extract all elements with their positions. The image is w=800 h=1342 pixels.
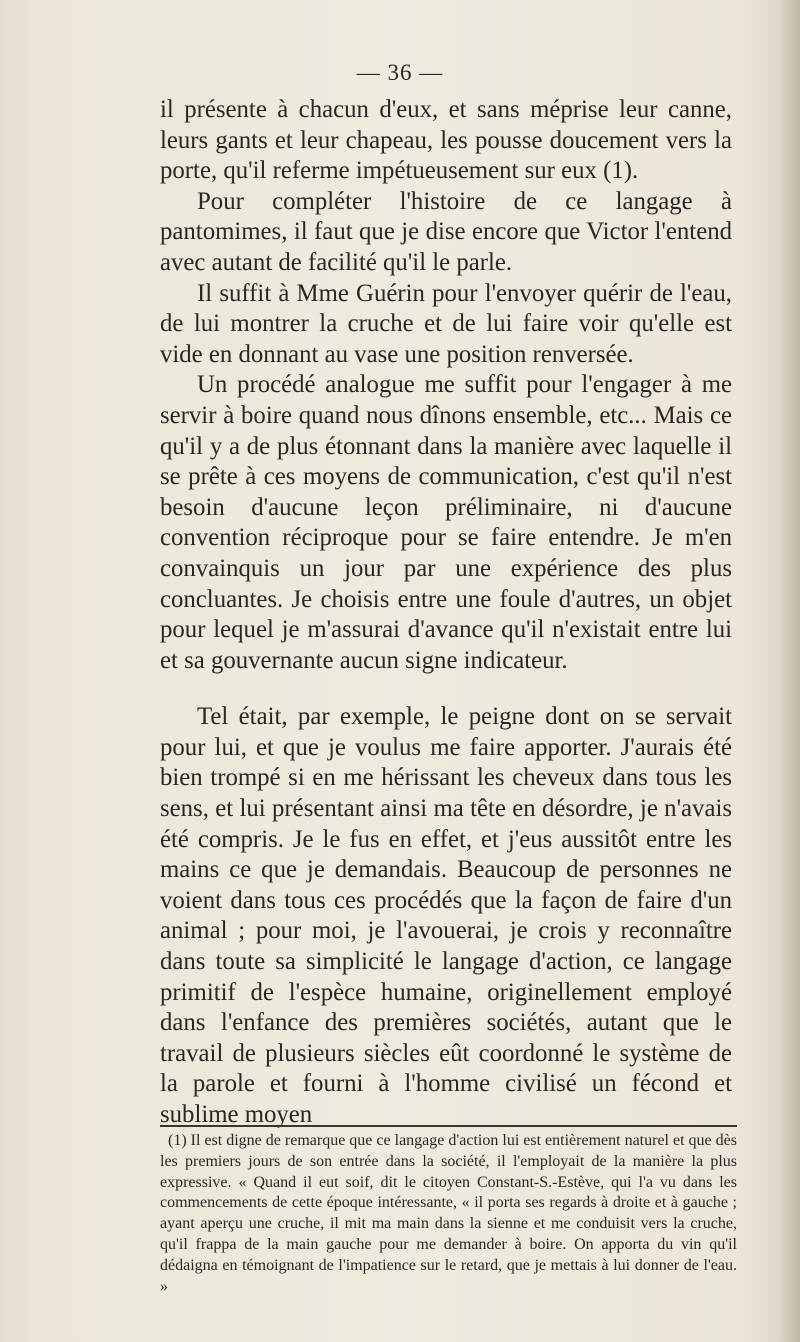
footnote-divider: [160, 1125, 737, 1127]
page-number: — 36 —: [356, 60, 444, 85]
page-edge-shadow: [778, 0, 800, 1342]
paragraph-5: Tel était, par exemple, le peigne dont on se servait pour lui, et que je voulus me faire apporter. J'aurais été bien trompé si en me hérissant les cheveux dans tous les sens, et lui présentant ainsi ma tête en désordre, je n'avais été compris. Je le fus en effet, et j'eus aussitôt entre les mains ce que je demandais. Beaucoup de personnes ne voient dans tous ces procédés que la façon de faire d'un animal ; pour moi, je l'avouerai, je crois y reconnaître dans toute sa simplicité le langage d'action, ce langage primitif de l'espèce humaine, originellement employé dans l'enfance des premières sociétés, autant que le travail de plusieurs siècles eût coordonné le système de la parole et fourni à l'homme civilisé un fécond et sublime moyen: [160, 703, 732, 1128]
paragraph-3: Il suffit à Mme Guérin pour l'envoyer quérir de l'eau, de lui montrer la cruche et de lui faire voir qu'elle est vide en donnant au vase une position renversée.: [160, 279, 732, 368]
paragraph-2: Pour compléter l'histoire de ce langage à pantomimes, il faut que je dise encore que Victor l'entend avec autant de facilité qu'il le parle.: [160, 187, 732, 276]
main-text: [160, 95, 732, 1131]
footnote: [160, 1131, 737, 1297]
paragraph-1: il présente à chacun d'eux, et sans méprise leur canne, leurs gants et leur chapeau, les pousse doucement vers la porte, qu'il referme impétueusement sur eux (1).: [160, 96, 732, 185]
paragraph-4: Un procédé analogue me suffit pour l'engager à me servir à boire quand nous dînons ensemble, etc... Mais ce qu'il y a de plus étonnant dans la manière avec laquelle il se prête à ces moyens de communication, c'est qu'il n'est besoin d'aucune leçon préliminaire, ni d'aucune convention réciproque pour se faire entendre. Je m'en convainquis un jour par une expérience des plus concluantes. Je choisis entre une foule d'autres, un objet pour lequel je m'assurai d'avance qu'il n'existait entre lui et sa gouvernante aucun signe indicateur.: [160, 371, 732, 674]
footnote-text: (1) Il est digne de remarque que ce langage d'action lui est entièrement naturel et que dès les premiers jours de son entrée dans la société, il l'employait de la manière la plus expressive. « Quand il eut soif, dit le citoyen Constant-S.-Estève, qui l'a vu dans les commencements de cette époque intéressante, « il porta ses regards à droite et à gauche ; ayant aperçu une cruche, il mit ma main dans la sienne et me conduisit vers la cruche, qu'il frappa de la main gauche pour me demander à boire. On apporta du vin qu'il dédaigna en témoignant de l'impatience sur le retard, que je mettais à lui donner de l'eau. »: [160, 1132, 737, 1295]
